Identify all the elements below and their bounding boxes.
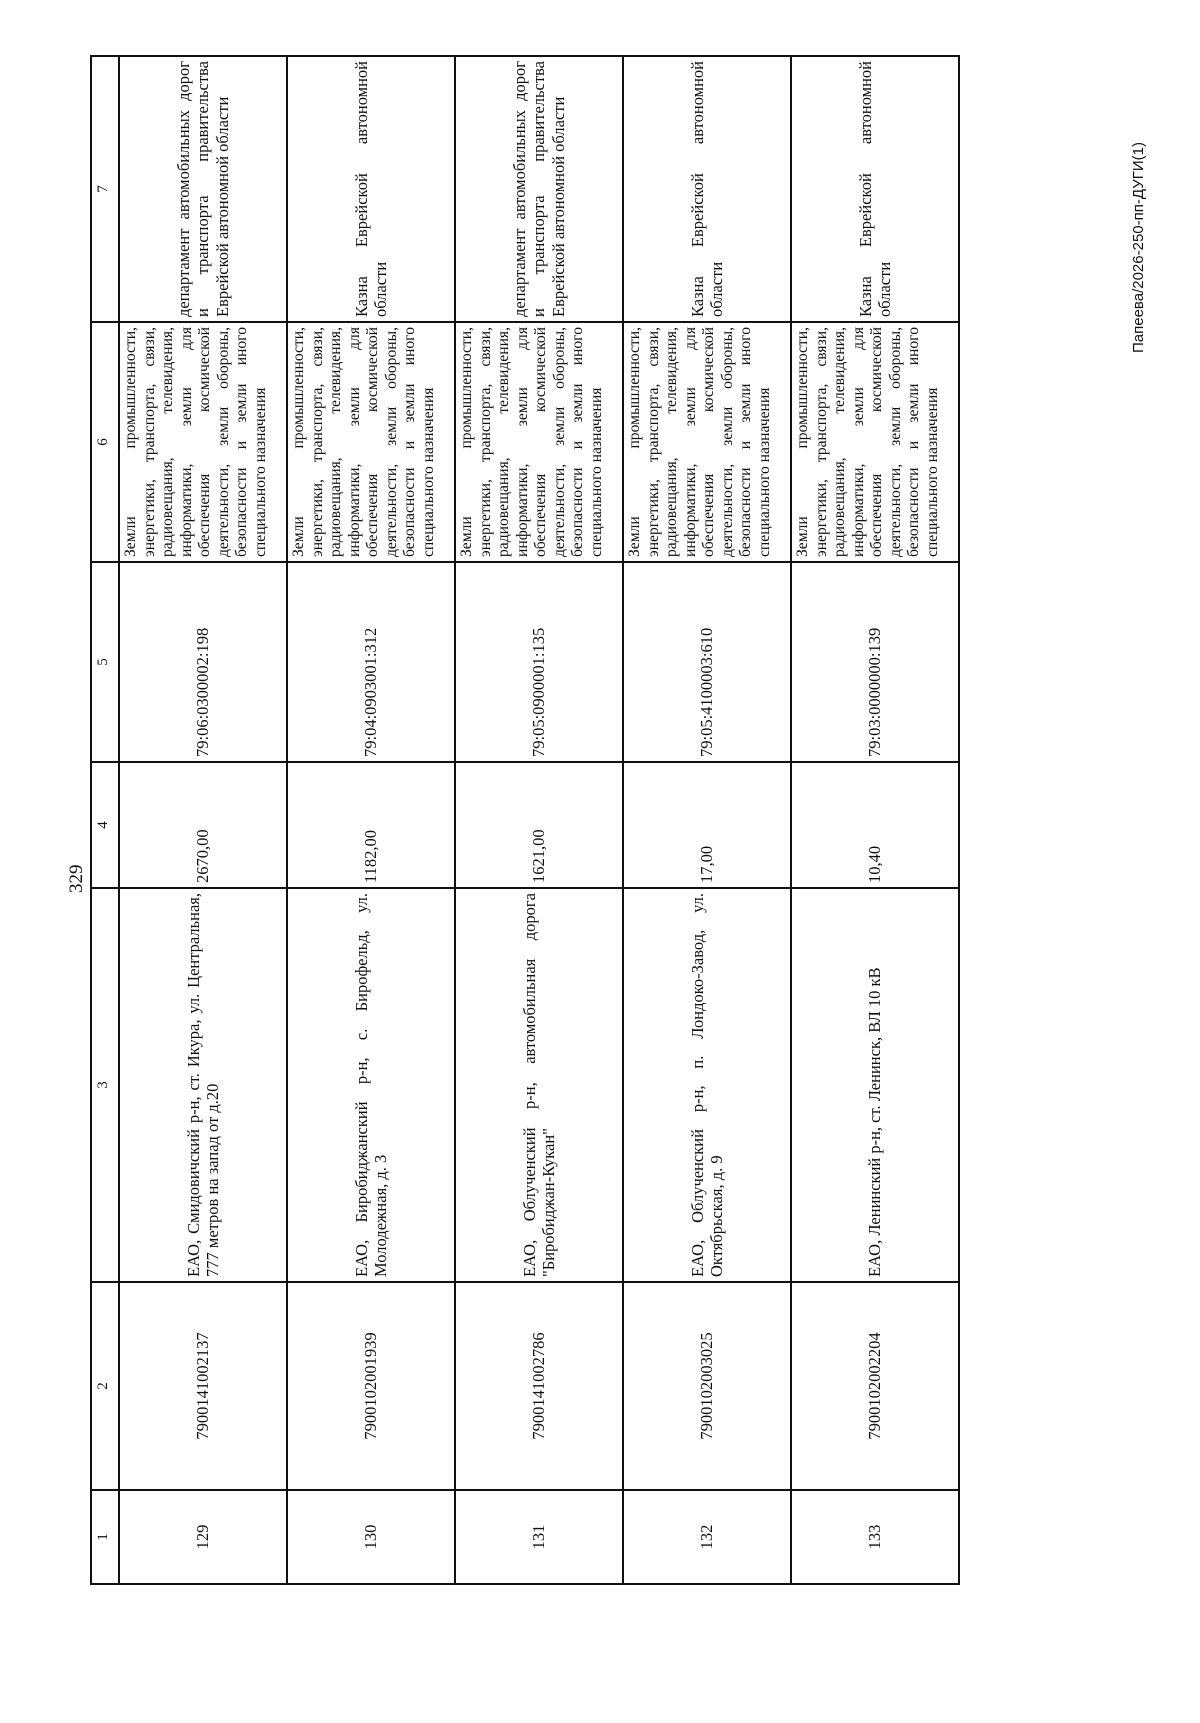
- owner: Казна Еврейской автономной области: [623, 56, 791, 322]
- area: 1182,00: [287, 762, 455, 888]
- row-number: 130: [287, 1490, 455, 1584]
- header-cell: 1: [91, 1490, 119, 1584]
- owner: департамент автомобильных дорог и транспорта правительства Еврейской автономной области: [455, 56, 623, 322]
- address: ЕАО, Смидовичский р-н, ст. Икура, ул. Центральная, 777 метров на запад от д.20: [119, 888, 287, 1282]
- cadastral-number: 79:04:0903001:312: [287, 562, 455, 762]
- row-number: 131: [455, 1490, 623, 1584]
- register-table: [90, 55, 960, 1585]
- table-row: [455, 56, 623, 1584]
- document-reference: Папеева/2026-250-пп-ДУГИ(1): [1130, 142, 1147, 353]
- address: ЕАО, Ленинский р-н, ст. Ленинск, ВЛ 10 кВ: [791, 888, 959, 1282]
- area: 2670,00: [119, 762, 287, 888]
- owner: Казна Еврейской автономной области: [287, 56, 455, 322]
- land-category: Земли промышленности, энергетики, транспорта, связи, радиовещания, телевидения, информатики, земли для обеспечения космической деятельности, земли обороны, безопасности и земли иного специального назначения: [287, 322, 455, 562]
- header-cell: 6: [91, 322, 119, 562]
- row-number: 132: [623, 1490, 791, 1584]
- area: 1621,00: [455, 762, 623, 888]
- area: 17,00: [623, 762, 791, 888]
- registry-code: 7900141002786: [455, 1282, 623, 1490]
- owner: Казна Еврейской автономной области: [791, 56, 959, 322]
- header-cell: 3: [91, 888, 119, 1282]
- row-number: 133: [791, 1490, 959, 1584]
- area: 10,40: [791, 762, 959, 888]
- registry-code: 7900102002204: [791, 1282, 959, 1490]
- header-cell: 7: [91, 56, 119, 322]
- owner: департамент автомобильных дорог и транспорта правительства Еврейской автономной области: [119, 56, 287, 322]
- address: ЕАО, Облученский р-н, автомобильная дорога "Биробиджан-Кукан": [455, 888, 623, 1282]
- header-cell: 5: [91, 562, 119, 762]
- header-row: [91, 56, 119, 1584]
- header-cell: 2: [91, 1282, 119, 1490]
- page-number: 329: [66, 864, 87, 893]
- land-category: Земли промышленности, энергетики, транспорта, связи, радиовещания, телевидения, информатики, земли для обеспечения космической деятельности, земли обороны, безопасности и земли иного специального назначения: [623, 322, 791, 562]
- header-cell: 4: [91, 762, 119, 888]
- table-row: [287, 56, 455, 1584]
- land-category: Земли промышленности, энергетики, транспорта, связи, радиовещания, телевидения, информатики, земли для обеспечения космической деятельности, земли обороны, безопасности и земли иного специального назначения: [119, 322, 287, 562]
- cadastral-number: 79:06:0300002:198: [119, 562, 287, 762]
- registry-code: 7900102001939: [287, 1282, 455, 1490]
- registry-code: 7900141002137: [119, 1282, 287, 1490]
- address: ЕАО, Облученский р-н, п. Лондоко-Завод, ул. Октябрьская, д. 9: [623, 888, 791, 1282]
- cadastral-number: 79:05:0900001:135: [455, 562, 623, 762]
- table-row: [623, 56, 791, 1584]
- land-category: Земли промышленности, энергетики, транспорта, связи, радиовещания, телевидения, информатики, земли для обеспечения космической деятельности, земли обороны, безопасности и земли иного специального назначения: [791, 322, 959, 562]
- table-row: [119, 56, 287, 1584]
- registry-code: 7900102003025: [623, 1282, 791, 1490]
- land-category: Земли промышленности, энергетики, транспорта, связи, радиовещания, телевидения, информатики, земли для обеспечения космической деятельности, земли обороны, безопасности и земли иного специального назначения: [455, 322, 623, 562]
- cadastral-number: 79:03:0000000:139: [791, 562, 959, 762]
- cadastral-number: 79:05:4100003:610: [623, 562, 791, 762]
- address: ЕАО, Биробиджанский р-н, с. Бирофельд, ул. Молодежная, д. 3: [287, 888, 455, 1282]
- row-number: 129: [119, 1490, 287, 1584]
- table-row: [791, 56, 959, 1584]
